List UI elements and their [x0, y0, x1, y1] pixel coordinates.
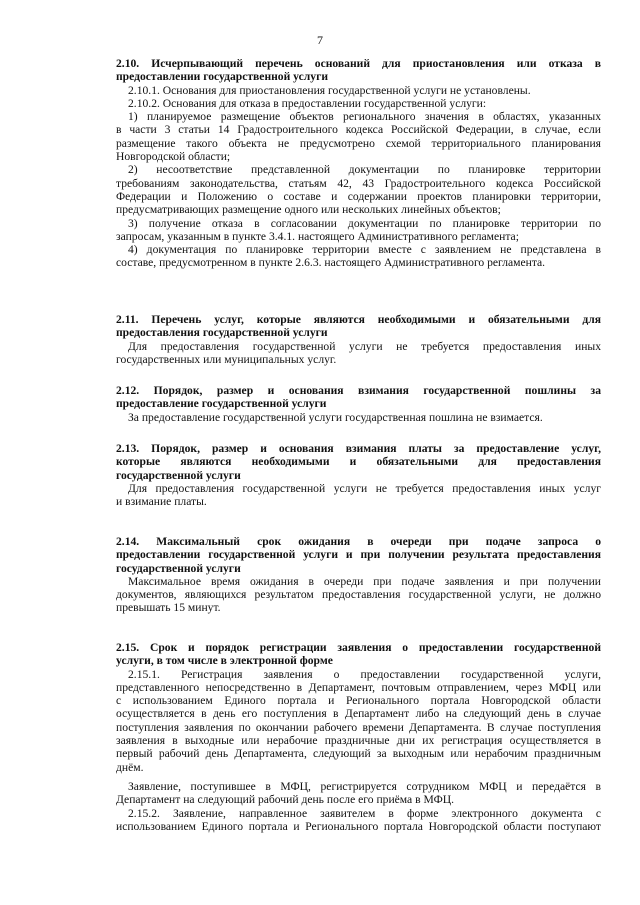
section-heading: 2.12. Порядок, размер и основания взимания государственной пошлины за	[116, 384, 601, 397]
paragraph: 2.10.2. Основания для отказа в предоставлении государственной услуги:	[128, 96, 487, 110]
section-heading: предоставлении государственной услуги и при получении результата предоставления	[116, 548, 601, 562]
section-2-11	[116, 313, 601, 366]
section-heading: которые являются необходимыми и обязательными для предоставления	[116, 455, 601, 469]
paragraph-line: заявления в выходные или нерабочие праздничные дни их регистрация осуществляется в	[116, 734, 601, 748]
paragraph-line: Для предоставления государственной услуги не требуется предоставления иных услуг	[128, 481, 601, 495]
list-item-line: 1) планируемое размещение объектов регионального значения в областях, указанных	[128, 110, 601, 124]
paragraph-line: первый рабочий день Департамента, следующий за выходным или нерабочим праздничным	[116, 747, 601, 761]
paragraph-line: Заявление, поступившее в МФЦ, регистрируется сотрудником МФЦ и передаётся в	[128, 779, 601, 793]
section-2-13	[116, 442, 601, 508]
list-item-line: 4) документация по планировке территории вместе с заявлением не представлена в	[128, 243, 601, 257]
section-heading: услуги, в том числе в электронной форме	[116, 654, 333, 668]
section-heading: 2.14. Максимальный срок ожидания в очереди при подаче запроса о	[116, 535, 601, 548]
paragraph-line: поступления заявления по окончании рабочего времени Департамента. В случае поступления	[116, 720, 601, 734]
paragraph-line: и взимание платы.	[116, 495, 207, 509]
section-heading: государственной услуги	[116, 468, 241, 482]
list-item-line: в части 3 статьи 14 Градостроительного кодекса Российской Федерации, в случае, если	[116, 123, 601, 137]
section-heading: государственной услуги	[116, 561, 241, 575]
list-item-line: запросам, указанным в пункте 3.4.1. настоящего Административного регламента;	[116, 229, 519, 243]
section-heading: 2.11. Перечень услуг, которые являются необходимыми и обязательными для	[116, 313, 601, 326]
list-item-line: требованиям законодательства, статьям 42, 43 Градостроительного кодекса Российской	[116, 176, 601, 190]
list-item-line: размещение такого объекта не предусмотрено схемой территориального планирования	[116, 136, 601, 150]
page-number: 7	[317, 33, 323, 47]
list-item-line: предусматривающих размещение одного или нескольких линейных объектов;	[116, 203, 501, 217]
section-heading: 2.13. Порядок, размер и основания взимания платы за предоставление услуг,	[116, 442, 601, 455]
list-item-line: 2) несоответствие представленной документации по планировке территории	[128, 163, 601, 177]
paragraph-line: государственных или муниципальных услуг.	[116, 352, 337, 366]
paragraph-line: 2.15.2. Заявление, направленное заявителем в форме электронного документа с	[128, 806, 601, 820]
paragraph: За предоставление государственной услуги государственная пошлина не взимается.	[128, 410, 543, 424]
paragraph-line: Департамент на следующий рабочий день после его приёма в МФЦ.	[116, 793, 455, 807]
section-heading: 2.10. Исчерпывающий перечень оснований для приостановления или отказа в	[116, 57, 601, 70]
paragraph-line: документов, являющихся результатом предоставления государственной услуги, не должно	[116, 588, 601, 602]
paragraph-line: превышать 15 минут.	[116, 601, 221, 615]
paragraph-line: представленного непосредственно в Департамент, почтовым отправлением, через МФЦ или	[116, 680, 601, 694]
list-item-line: Новгородской области;	[116, 150, 231, 164]
section-heading: предоставления государственной услуги	[116, 326, 328, 340]
section-2-14	[116, 535, 601, 615]
list-item-line: 3) получение отказа в согласовании документации по планировке территории по	[128, 216, 601, 230]
paragraph-line: осуществляется в день его поступления в Департамент либо на следующий день в случае	[116, 707, 601, 721]
section-heading: предоставление государственной услуги	[116, 397, 327, 411]
list-item-line: Федерации и Положению о составе и содержании проектов планировки территории,	[116, 189, 601, 203]
paragraph-line: днём.	[116, 760, 144, 774]
list-item-line: составе, предусмотренном в пункте 2.6.3. настоящего Административного регламента.	[116, 256, 546, 270]
paragraph-line: 2.15.1. Регистрация заявления о предоставлении государственной услуги,	[128, 667, 601, 681]
paragraph-line: использованием Единого портала и Регионального портала Новгородской области поступают	[116, 819, 601, 833]
section-2-10	[116, 57, 601, 270]
section-2-15	[116, 641, 601, 833]
section-heading: 2.15. Срок и порядок регистрации заявления о предоставлении государственной	[116, 641, 601, 654]
paragraph-line: с использованием Единого портала и Регионального портала Новгородской области	[116, 694, 601, 708]
paragraph: 2.10.1. Основания для приостановления государственной услуги не установлены.	[128, 83, 531, 97]
paragraph-line: Для предоставления государственной услуги не требуется предоставления иных	[128, 339, 601, 353]
section-heading: предоставлении государственной услуги	[116, 70, 329, 84]
section-2-12	[116, 384, 601, 424]
paragraph-line: Максимальное время ожидания в очереди при подаче заявления и при получении	[128, 574, 601, 588]
